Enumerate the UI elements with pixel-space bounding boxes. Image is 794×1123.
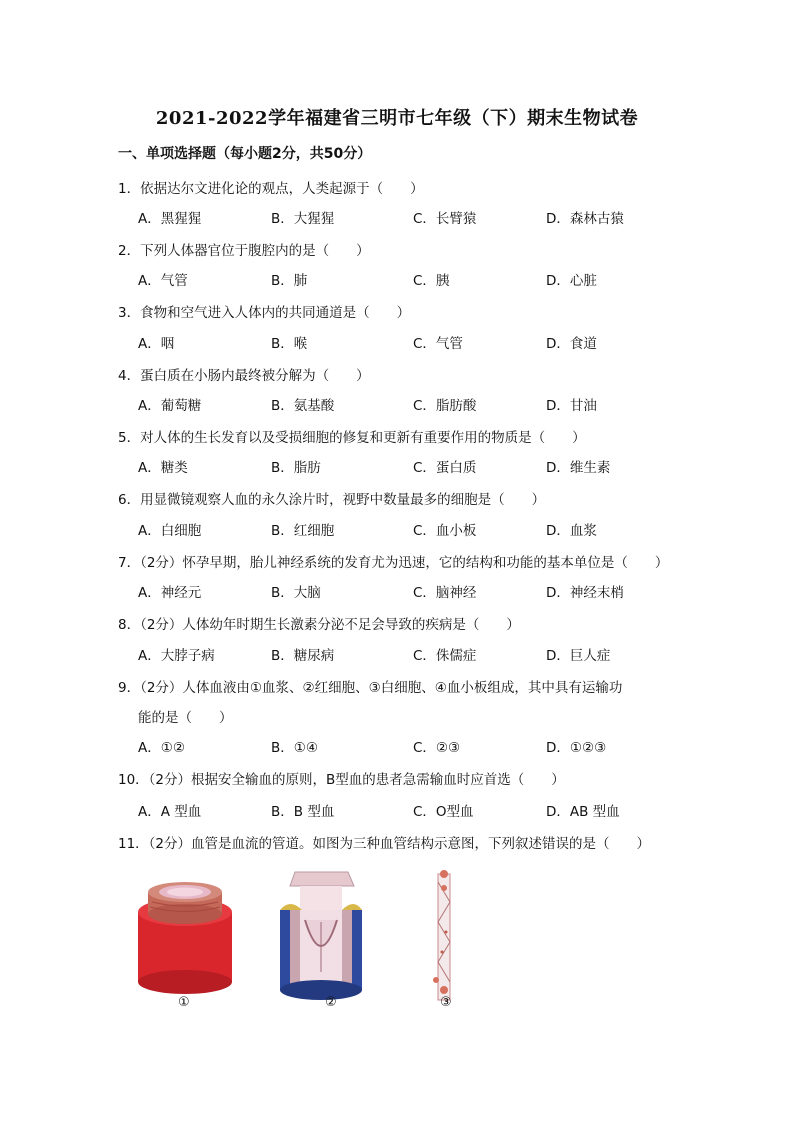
question-2-options (138, 269, 698, 289)
question-7: 7．（2分）怀孕早期，胎儿神经系统的发育尤为迅速，它的结构和功能的基本单位是（ ） (118, 555, 669, 571)
option-a[interactable]: A．大脖子病 (138, 648, 215, 664)
option-c[interactable]: C．O型血 (413, 804, 474, 820)
option-b[interactable]: B．糖尿病 (271, 648, 335, 664)
question-9-options (138, 736, 698, 756)
option-a[interactable]: A．黑猩猩 (138, 211, 202, 227)
option-c[interactable]: C．脑神经 (413, 585, 477, 601)
option-a[interactable]: A．葡萄糖 (138, 398, 202, 414)
option-b[interactable]: B．B 型血 (271, 804, 335, 820)
question-1-options (138, 207, 698, 227)
artery-illustration (138, 882, 232, 994)
option-d[interactable]: D．巨人症 (546, 648, 611, 664)
option-a[interactable]: A．A 型血 (138, 804, 202, 820)
option-a[interactable]: A．①② (138, 740, 185, 756)
option-d[interactable]: D．AB 型血 (546, 804, 620, 820)
option-d[interactable]: D．甘油 (546, 398, 597, 414)
option-b[interactable]: B．红细胞 (271, 523, 335, 539)
question-8-options (138, 644, 698, 664)
question-5-options (138, 456, 698, 476)
option-a[interactable]: A．糖类 (138, 460, 188, 476)
option-d[interactable]: D．维生素 (546, 460, 611, 476)
option-c[interactable]: C．胰 (413, 273, 450, 289)
capillary-illustration (433, 870, 450, 1000)
option-b[interactable]: B．脂肪 (271, 460, 321, 476)
option-b[interactable]: B．肺 (271, 273, 308, 289)
question-4: 4．蛋白质在小肠内最终被分解为（ ） (118, 368, 370, 384)
figure-label-2: ② (325, 995, 337, 1010)
question-2: 2．下列人体器官位于腹腔内的是（ ） (118, 243, 370, 259)
question-9: 9．（2分）人体血液由①血浆、②红细胞、③白细胞、④血小板组成，其中具有运输功 (118, 680, 623, 696)
question-9-continued: 能的是（ ） (138, 710, 233, 726)
option-b[interactable]: B．氨基酸 (271, 398, 335, 414)
question-4-options (138, 394, 698, 414)
option-c[interactable]: C．②③ (413, 740, 461, 756)
option-c[interactable]: C．脂肪酸 (413, 398, 477, 414)
option-c[interactable]: C．血小板 (413, 523, 477, 539)
question-3-options (138, 332, 698, 352)
section-heading: 一、单项选择题（每小题2分，共50分） (118, 146, 372, 162)
question-6-options (138, 519, 698, 539)
blood-vessel-diagram (130, 862, 470, 1012)
vein-illustration (280, 872, 362, 1000)
option-d[interactable]: D．森林古猿 (546, 211, 624, 227)
question-3: 3．食物和空气进入人体内的共同通道是（ ） (118, 305, 411, 321)
option-d[interactable]: D．食道 (546, 336, 597, 352)
option-b[interactable]: B．大猩猩 (271, 211, 335, 227)
option-d[interactable]: D．血浆 (546, 523, 597, 539)
option-c[interactable]: C．蛋白质 (413, 460, 477, 476)
page-title: 2021-2022学年福建省三明市七年级（下）期末生物试卷 (155, 108, 639, 129)
option-d[interactable]: D．心脏 (546, 273, 597, 289)
question-6: 6．用显微镜观察人血的永久涂片时，视野中数量最多的细胞是（ ） (118, 492, 546, 508)
question-8: 8．（2分）人体幼年时期生长激素分泌不足会导致的疾病是（ ） (118, 617, 520, 633)
question-11: 11．（2分）血管是血流的管道。如图为三种血管结构示意图，下列叙述错误的是（ ） (118, 836, 651, 852)
question-10-options (138, 800, 698, 820)
question-5: 5．对人体的生长发育以及受损细胞的修复和更新有重要作用的物质是（ ） (118, 430, 586, 446)
option-a[interactable]: A．咽 (138, 336, 175, 352)
figure-label-1: ① (178, 995, 190, 1010)
option-d[interactable]: D．①②③ (546, 740, 607, 756)
question-7-options (138, 581, 698, 601)
question-1: 1．依据达尔文进化论的观点，人类起源于（ ） (118, 181, 424, 197)
figure-label-3: ③ (440, 995, 452, 1010)
option-a[interactable]: A．气管 (138, 273, 188, 289)
question-10: 10．（2分）根据安全输血的原则，B型血的患者急需输血时应首选（ ） (118, 772, 565, 788)
option-b[interactable]: B．大脑 (271, 585, 321, 601)
option-a[interactable]: A．神经元 (138, 585, 202, 601)
option-a[interactable]: A．白细胞 (138, 523, 202, 539)
option-d[interactable]: D．神经末梢 (546, 585, 624, 601)
option-c[interactable]: C．气管 (413, 336, 463, 352)
option-c[interactable]: C．长臂猿 (413, 211, 477, 227)
option-c[interactable]: C．侏儒症 (413, 648, 477, 664)
option-b[interactable]: B．①④ (271, 740, 318, 756)
blood-vessel-figure (130, 862, 470, 1012)
option-b[interactable]: B．喉 (271, 336, 308, 352)
